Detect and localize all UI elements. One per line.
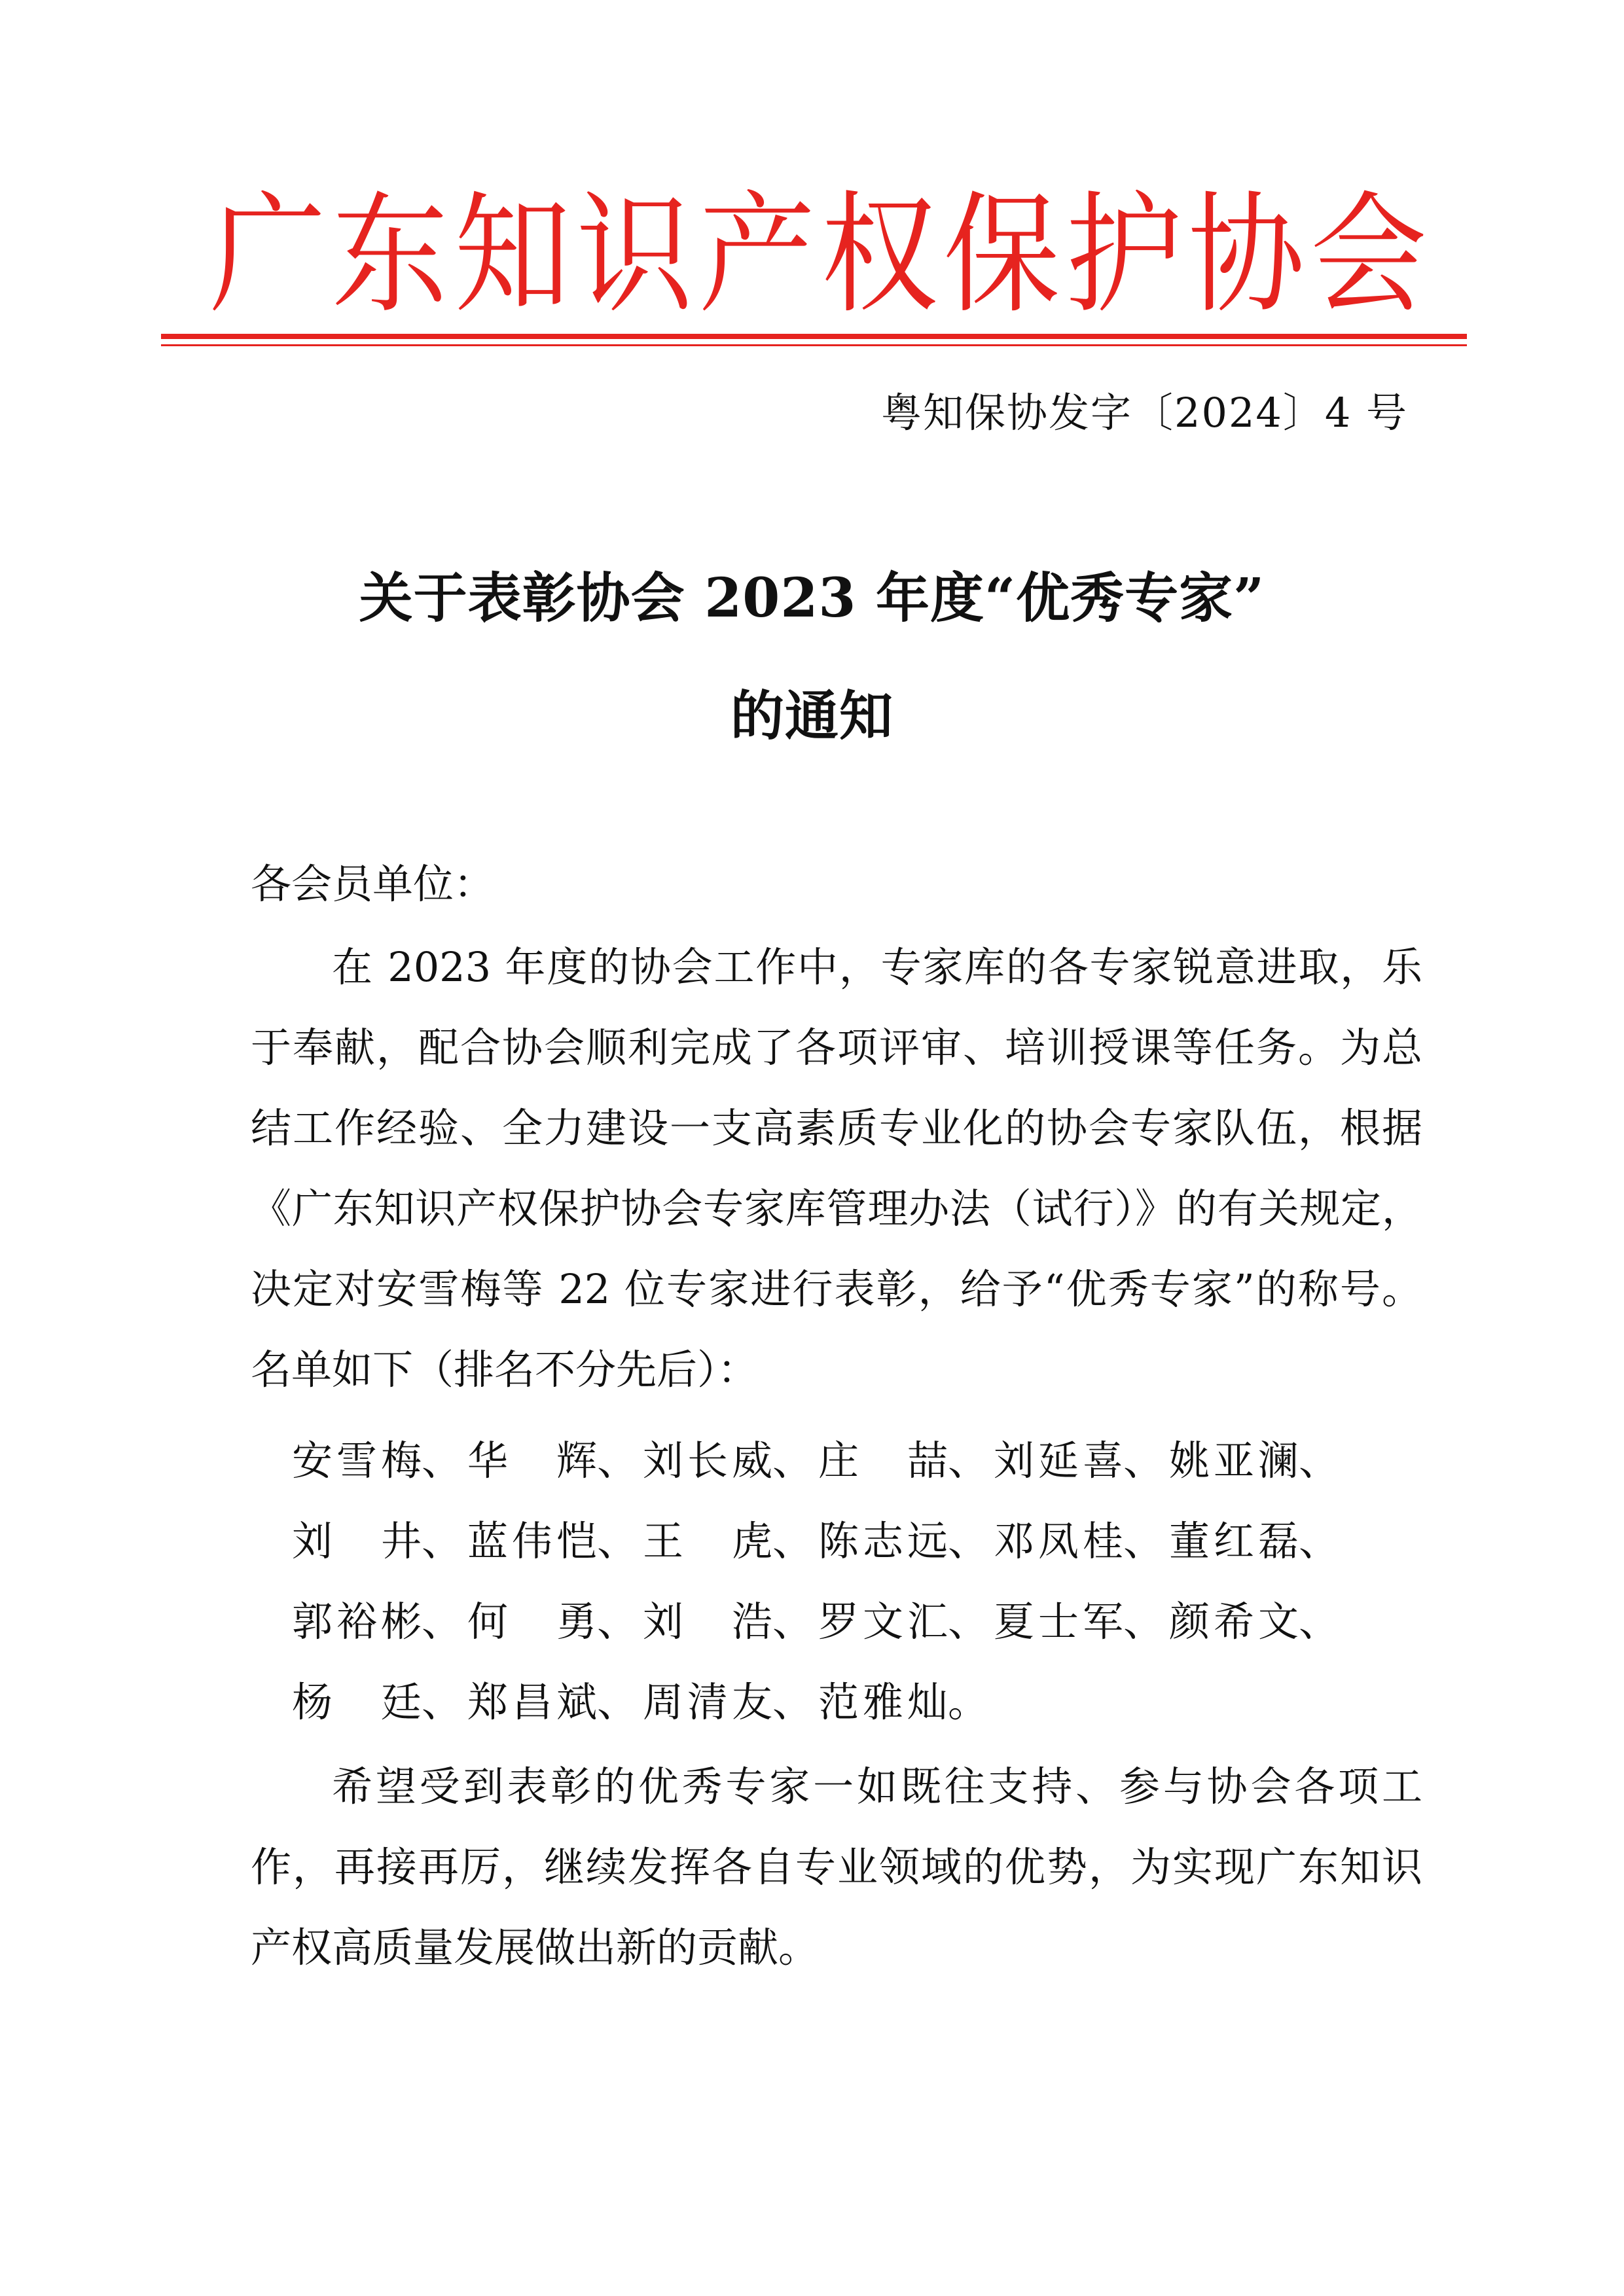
organization-name-char: 产 — [698, 179, 816, 331]
expert-name: 杨廷 — [292, 1678, 422, 1726]
name-separator: 、 — [597, 1598, 638, 1645]
expert-name: 王虎 — [643, 1517, 772, 1565]
expert-name: 华辉 — [467, 1437, 597, 1484]
expert-name-item — [994, 1501, 1169, 1581]
name-separator: 、 — [597, 1437, 638, 1484]
organization-name-char: 协 — [1188, 179, 1305, 331]
expert-name-item — [467, 1420, 643, 1501]
organization-name-char: 识 — [576, 179, 693, 331]
name-separator: 、 — [772, 1678, 814, 1726]
name-separator: 、 — [1299, 1598, 1340, 1645]
expert-name: 姚亚澜 — [1169, 1437, 1299, 1484]
expert-name-item — [818, 1662, 994, 1742]
expert-name: 刘浩 — [643, 1598, 772, 1645]
expert-name: 蓝伟恺 — [467, 1517, 597, 1565]
expert-name-item — [643, 1581, 818, 1662]
expert-name-item — [467, 1501, 643, 1581]
salutation: 各会员单位： — [251, 860, 495, 908]
expert-name-item — [643, 1420, 818, 1501]
letterhead-rule-thick — [161, 334, 1467, 339]
name-separator: 、 — [772, 1437, 814, 1484]
name-separator: 、 — [422, 1437, 463, 1484]
name-separator: 、 — [597, 1517, 638, 1565]
expert-name-item — [292, 1420, 467, 1501]
expert-name-item — [292, 1662, 467, 1742]
expert-name-item — [292, 1501, 467, 1581]
organization-name-char: 东 — [331, 179, 448, 331]
expert-name: 颜希文 — [1169, 1598, 1299, 1645]
expert-name: 刘延喜 — [994, 1437, 1123, 1484]
name-separator: 。 — [948, 1678, 989, 1726]
name-separator: 、 — [422, 1517, 463, 1565]
expert-name: 庄喆 — [818, 1437, 948, 1484]
expert-name: 刘长威 — [643, 1437, 772, 1484]
title-line-2: 的通知 — [730, 685, 893, 747]
document-number: 粤知保协发字〔2024〕4 号 — [881, 389, 1408, 437]
organization-letterhead — [209, 179, 1427, 331]
expert-name-item — [1169, 1420, 1344, 1501]
expert-name: 刘井 — [292, 1517, 422, 1565]
expert-name-item — [818, 1581, 994, 1662]
name-separator: 、 — [948, 1598, 989, 1645]
expert-name-item — [467, 1581, 643, 1662]
expert-name: 周清友 — [643, 1678, 772, 1726]
organization-name-char: 保 — [943, 179, 1060, 331]
expert-name: 罗文汇 — [818, 1598, 948, 1645]
organization-name-char: 护 — [1066, 179, 1183, 331]
body-paragraph-2: 希望受到表彰的优秀专家一如既往支持、参与协会各项工作，再接再厉，继续发挥各自专业领域的优势，为实现广东知识产权高质量发展做出新的贡献。 — [251, 1763, 1422, 1971]
name-separator: 、 — [772, 1598, 814, 1645]
expert-name: 陈志远 — [818, 1517, 948, 1565]
name-separator: 、 — [422, 1678, 463, 1726]
expert-name: 郭裕彬 — [292, 1598, 422, 1645]
expert-name: 董红磊 — [1169, 1517, 1299, 1565]
organization-name-char: 广 — [209, 179, 326, 331]
expert-name-item — [643, 1501, 818, 1581]
expert-name-item — [467, 1662, 643, 1742]
name-separator: 、 — [1123, 1517, 1164, 1565]
organization-name-char: 会 — [1310, 179, 1427, 331]
name-separator: 、 — [1123, 1598, 1164, 1645]
expert-name-item — [643, 1662, 818, 1742]
expert-name-row — [292, 1662, 1444, 1742]
name-separator: 、 — [1299, 1437, 1340, 1484]
name-separator: 、 — [1299, 1517, 1340, 1565]
expert-name-list — [292, 1420, 1444, 1742]
expert-name-item — [994, 1581, 1169, 1662]
name-separator: 、 — [422, 1598, 463, 1645]
body-paragraph-1: 在 2023 年度的协会工作中，专家库的各专家锐意进取，乐于奉献，配合协会顺利完成了各项评审、培训授课等任务。为总结工作经验、全力建设一支高素质专业化的协会专家队伍，根据《广东知识产权保护协会专家库管理办法（试行）》的有关规定，决定对安雪梅等 22 位专家进行表彰，给予“优秀专家”的称号。名单如下（排名不分先后）： — [251, 943, 1422, 1393]
expert-name-item — [818, 1501, 994, 1581]
expert-name: 安雪梅 — [292, 1437, 422, 1484]
expert-name-row — [292, 1420, 1444, 1501]
expert-name: 夏士军 — [994, 1598, 1123, 1645]
name-separator: 、 — [597, 1678, 638, 1726]
name-separator: 、 — [948, 1437, 989, 1484]
organization-name-char: 权 — [821, 179, 938, 331]
organization-name-char: 知 — [454, 179, 571, 331]
name-separator: 、 — [772, 1517, 814, 1565]
expert-name-item — [1169, 1581, 1344, 1662]
name-separator: 、 — [948, 1517, 989, 1565]
letterhead-rule-thin — [161, 344, 1467, 346]
expert-name: 范雅灿 — [818, 1678, 948, 1726]
expert-name-row — [292, 1581, 1444, 1662]
name-separator: 、 — [1123, 1437, 1164, 1484]
expert-name: 郑昌斌 — [467, 1678, 597, 1726]
expert-name-item — [994, 1420, 1169, 1501]
expert-name: 何勇 — [467, 1598, 597, 1645]
expert-name-row — [292, 1501, 1444, 1581]
expert-name: 邓凤桂 — [994, 1517, 1123, 1565]
expert-name-item — [292, 1581, 467, 1662]
title-line-1: 关于表彰协会 2023 年度“优秀专家” — [359, 567, 1265, 630]
expert-name-item — [1169, 1501, 1344, 1581]
expert-name-item — [818, 1420, 994, 1501]
